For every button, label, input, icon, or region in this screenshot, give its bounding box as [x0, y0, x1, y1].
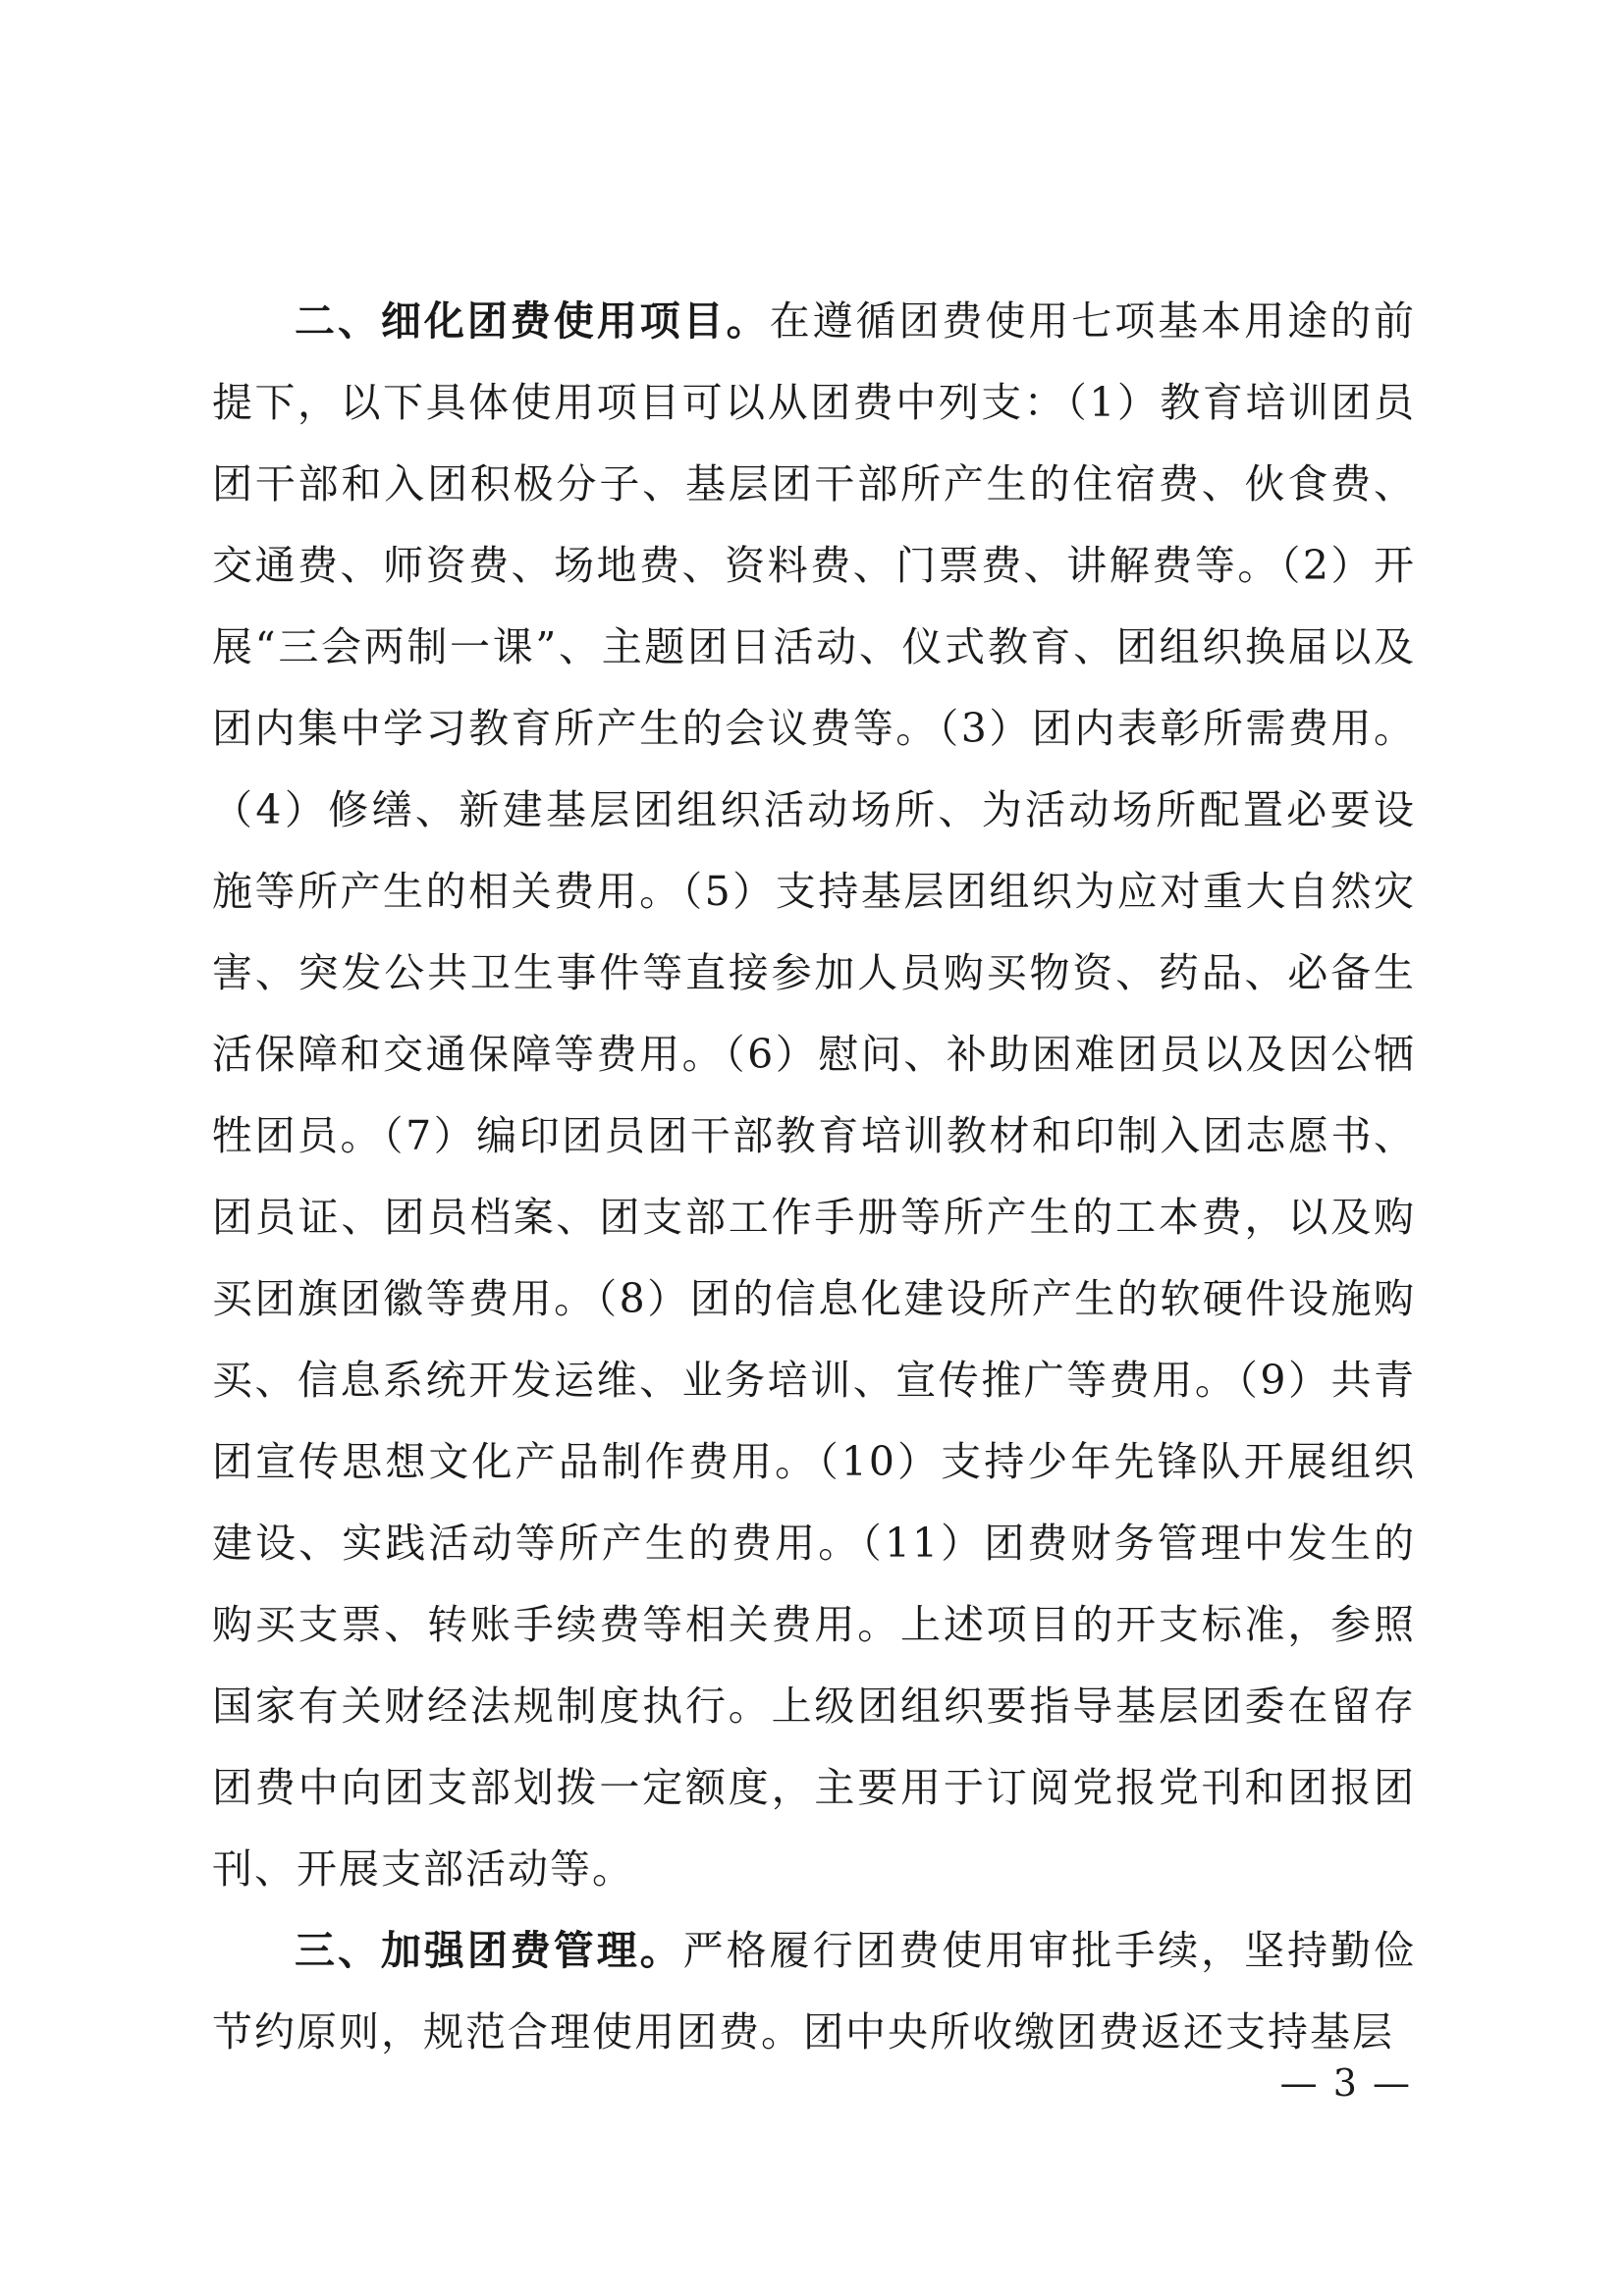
document-body — [212, 281, 1416, 2073]
paragraph-text-2: 在遵循团费使用七项基本用途的前提下，以下具体使用项目可以从团费中列支：（1）教育培训团员团干部和入团积极分子、基层团干部所产生的住宿费、伙食费、交通费、师资费、场地费、资料费、门票费、讲解费等。（2）开展“三会两制一课”、主题团日活动、仪式教育、团组织换届以及团内集中学习教育所产生的会议费等。（3）团内表彰所需费用。（4）修缮、新建基层团组织活动场所、为活动场所配置必要设施等所产生的相关费用。（5）支持基层团组织为应对重大自然灾害、突发公共卫生事件等直接参加人员购买物资、药品、必备生活保障和交通保障等费用。（6）慰问、补助困难团员以及因公牺牲团员。（7）编印团员团干部教育培训教材和印制入团志愿书、团员证、团员档案、团支部工作手册等所产生的工本费，以及购买团旗团徽等费用。（8）团的信息化建设所产生的软硬件设施购买、信息系统开发运维、业务培训、宣传推广等费用。（9）共青团宣传思想文化产品制作费用。（10）支持少年先锋队开展组织建设、实践活动等所产生的费用。（11）团费财务管理中发生的购买支票、转账手续费等相关费用。上述项目的开支标准，参照国家有关财经法规制度执行。上级团组织要指导基层团委在留存团费中向团支部划拨一定额度，主要用于订阅党报党刊和团报团刊、开展支部活动等。 — [212, 297, 1417, 1893]
section-heading-2: 二、细化团费使用项目。 — [295, 297, 770, 345]
page-number: — 3 — — [1279, 2061, 1412, 2105]
paragraph-text-3: 严格履行团费使用审批手续，坚持勤俭节约原则，规范合理使用团费。团中央所收缴团费返还支持基层 — [212, 1927, 1416, 2056]
paragraph-2 — [212, 281, 1416, 1910]
paragraph-3 — [212, 1910, 1416, 2073]
section-heading-3: 三、加强团费管理。 — [295, 1927, 683, 1974]
